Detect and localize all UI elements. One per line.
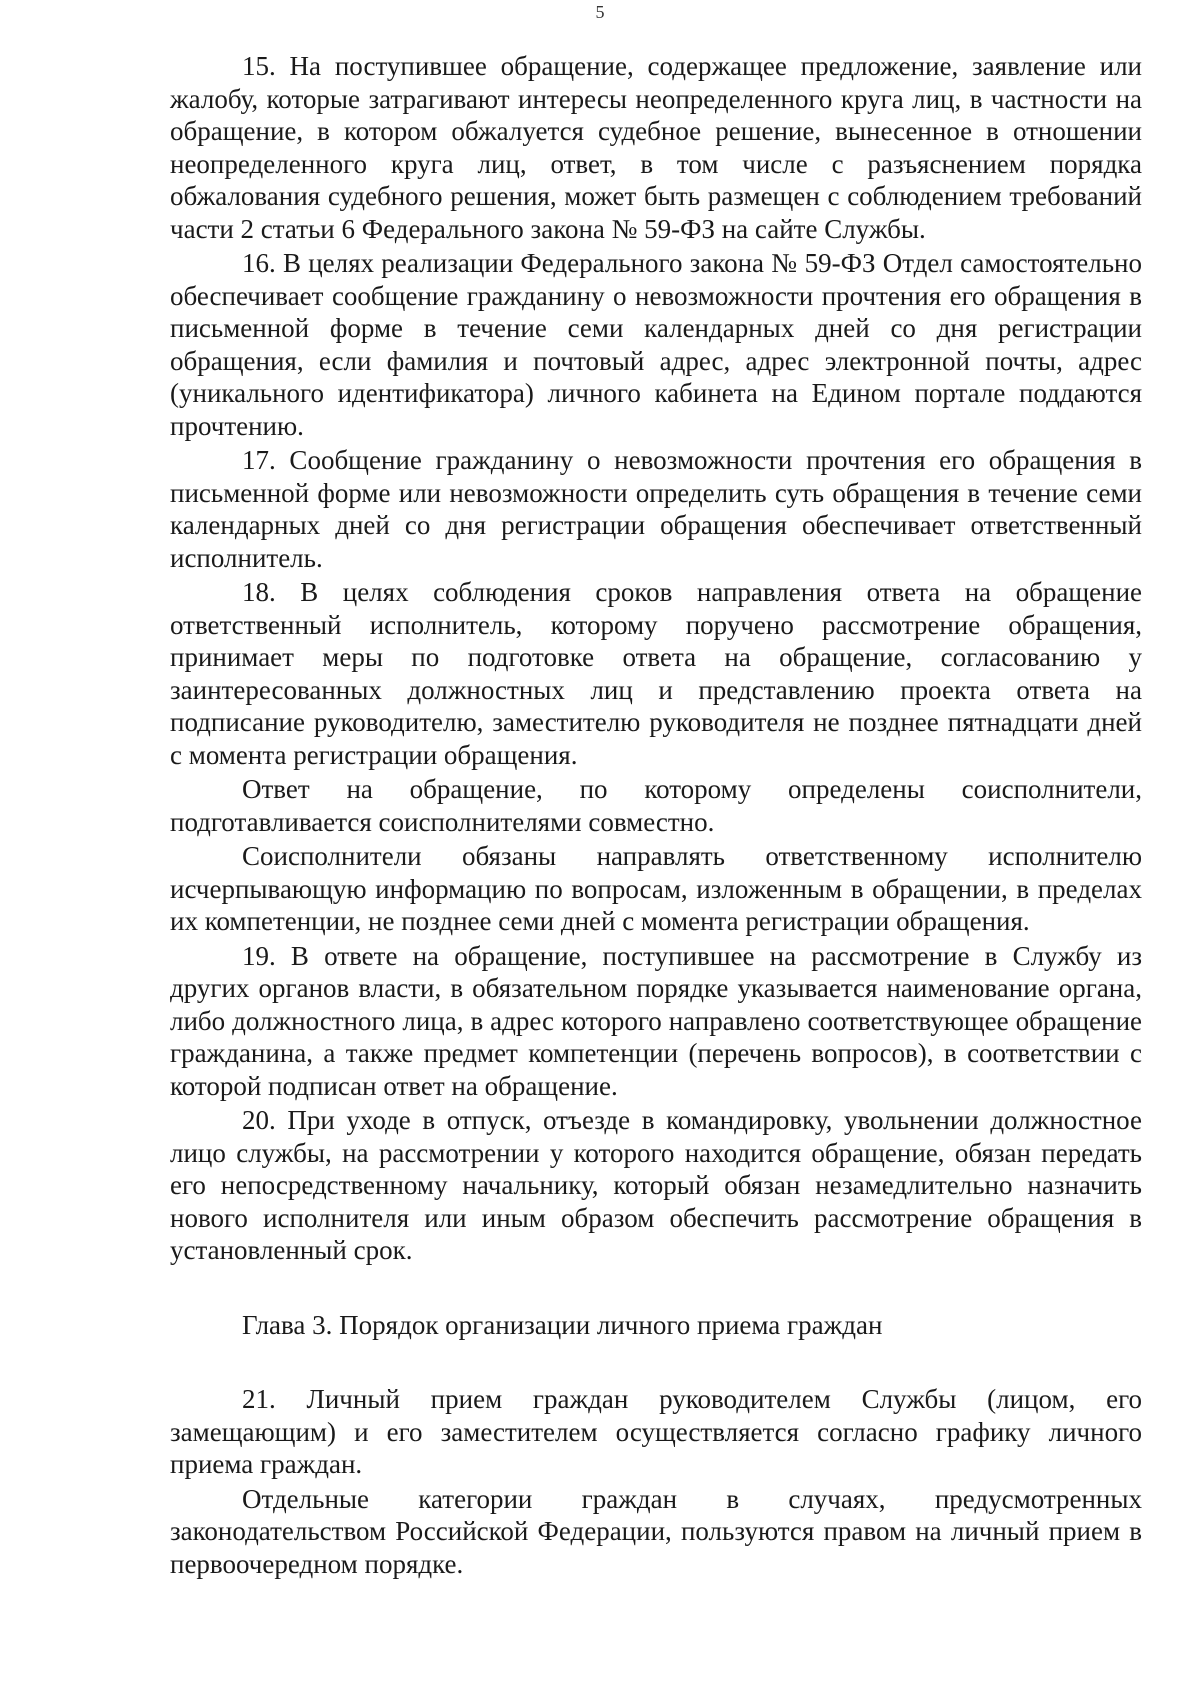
paragraph-18-coexecutors-answer: Ответ на обращение, по которому определены соисполнители, подготавливается соисполнителями совместно. [170,774,1142,837]
paragraph-15: 15. На поступившее обращение, содержащее предложение, заявление или жалобу, которые затрагивают интересы неопределенного круга лиц, в частности на обращение, в котором обжалуется судебное решение, вынесенное в отношении неопределенного круга лиц, ответ, в том числе с разъяснением порядка обжалования судебного решения, может быть размещен с соблюдением требований части 2 статьи 6 Федерального закона № 59-ФЗ на сайте Службы. [170,51,1142,244]
paragraph-21: 21. Личный прием граждан руководителем Службы (лицом, его замещающим) и его заместителем осуществляется согласно графику личного приема граждан. [170,1384,1142,1479]
paragraph-16: 16. В целях реализации Федерального закона № 59-ФЗ Отдел самостоятельно обеспечивает сообщение гражданину о невозможности прочтения его обращения в письменной форме в течение семи календарных дней со дня регистрации обращения, если фамилия и почтовый адрес, адрес электронной почты, адрес (уникального идентификатора) личного кабинета на Едином портале поддаются прочтению. [170,248,1142,441]
chapter-heading: Глава 3. Порядок организации личного приема граждан [242,1309,883,1340]
paragraph-17: 17. Сообщение гражданину о невозможности прочтения его обращения в письменной форме или невозможности определить суть обращения в течение семи календарных дней со дня регистрации обращения обеспечивает ответственный исполнитель. [170,445,1142,573]
document-body [170,50,1142,1580]
paragraph-21-priority: Отдельные категории граждан в случаях, предусмотренных законодательством Российской Федерации, пользуются правом на личный прием в первоочередном порядке. [170,1483,1142,1579]
paragraph-18: 18. В целях соблюдения сроков направления ответа на обращение ответственный исполнитель, которому поручено рассмотрение обращения, принимает меры по подготовке ответа на обращение, согласованию у заинтересованных должностных лиц и представлению проекта ответа на подписание руководителю, заместителю руководителя не позднее пятнадцати дней с момента регистрации обращения. [170,577,1142,770]
paragraph-19: 19. В ответе на обращение, поступившее на рассмотрение в Службу из других органов власти, в обязательном порядке указывается наименование органа, либо должностного лица, в адрес которого направлено соответствующее обращение гражданина, а также предмет компетенции (перечень вопросов), в соответствии с которой подписан ответ на обращение. [170,940,1142,1101]
page-number: 5 [595,2,605,22]
paragraph-20: 20. При уходе в отпуск, отъезде в командировку, увольнении должностное лицо службы, на рассмотрении у которого находится обращение, обязан передать его непосредственному начальнику, который обязан незамедлительно назначить нового исполнителя или иным образом обеспечить рассмотрение обращения в установленный срок. [170,1105,1142,1265]
paragraph-18-coexecutors-duty: Соисполнители обязаны направлять ответственному исполнителю исчерпывающую информацию по вопросам, изложенным в обращении, в пределах их компетенции, не позднее семи дней с момента регистрации обращения. [170,841,1142,936]
